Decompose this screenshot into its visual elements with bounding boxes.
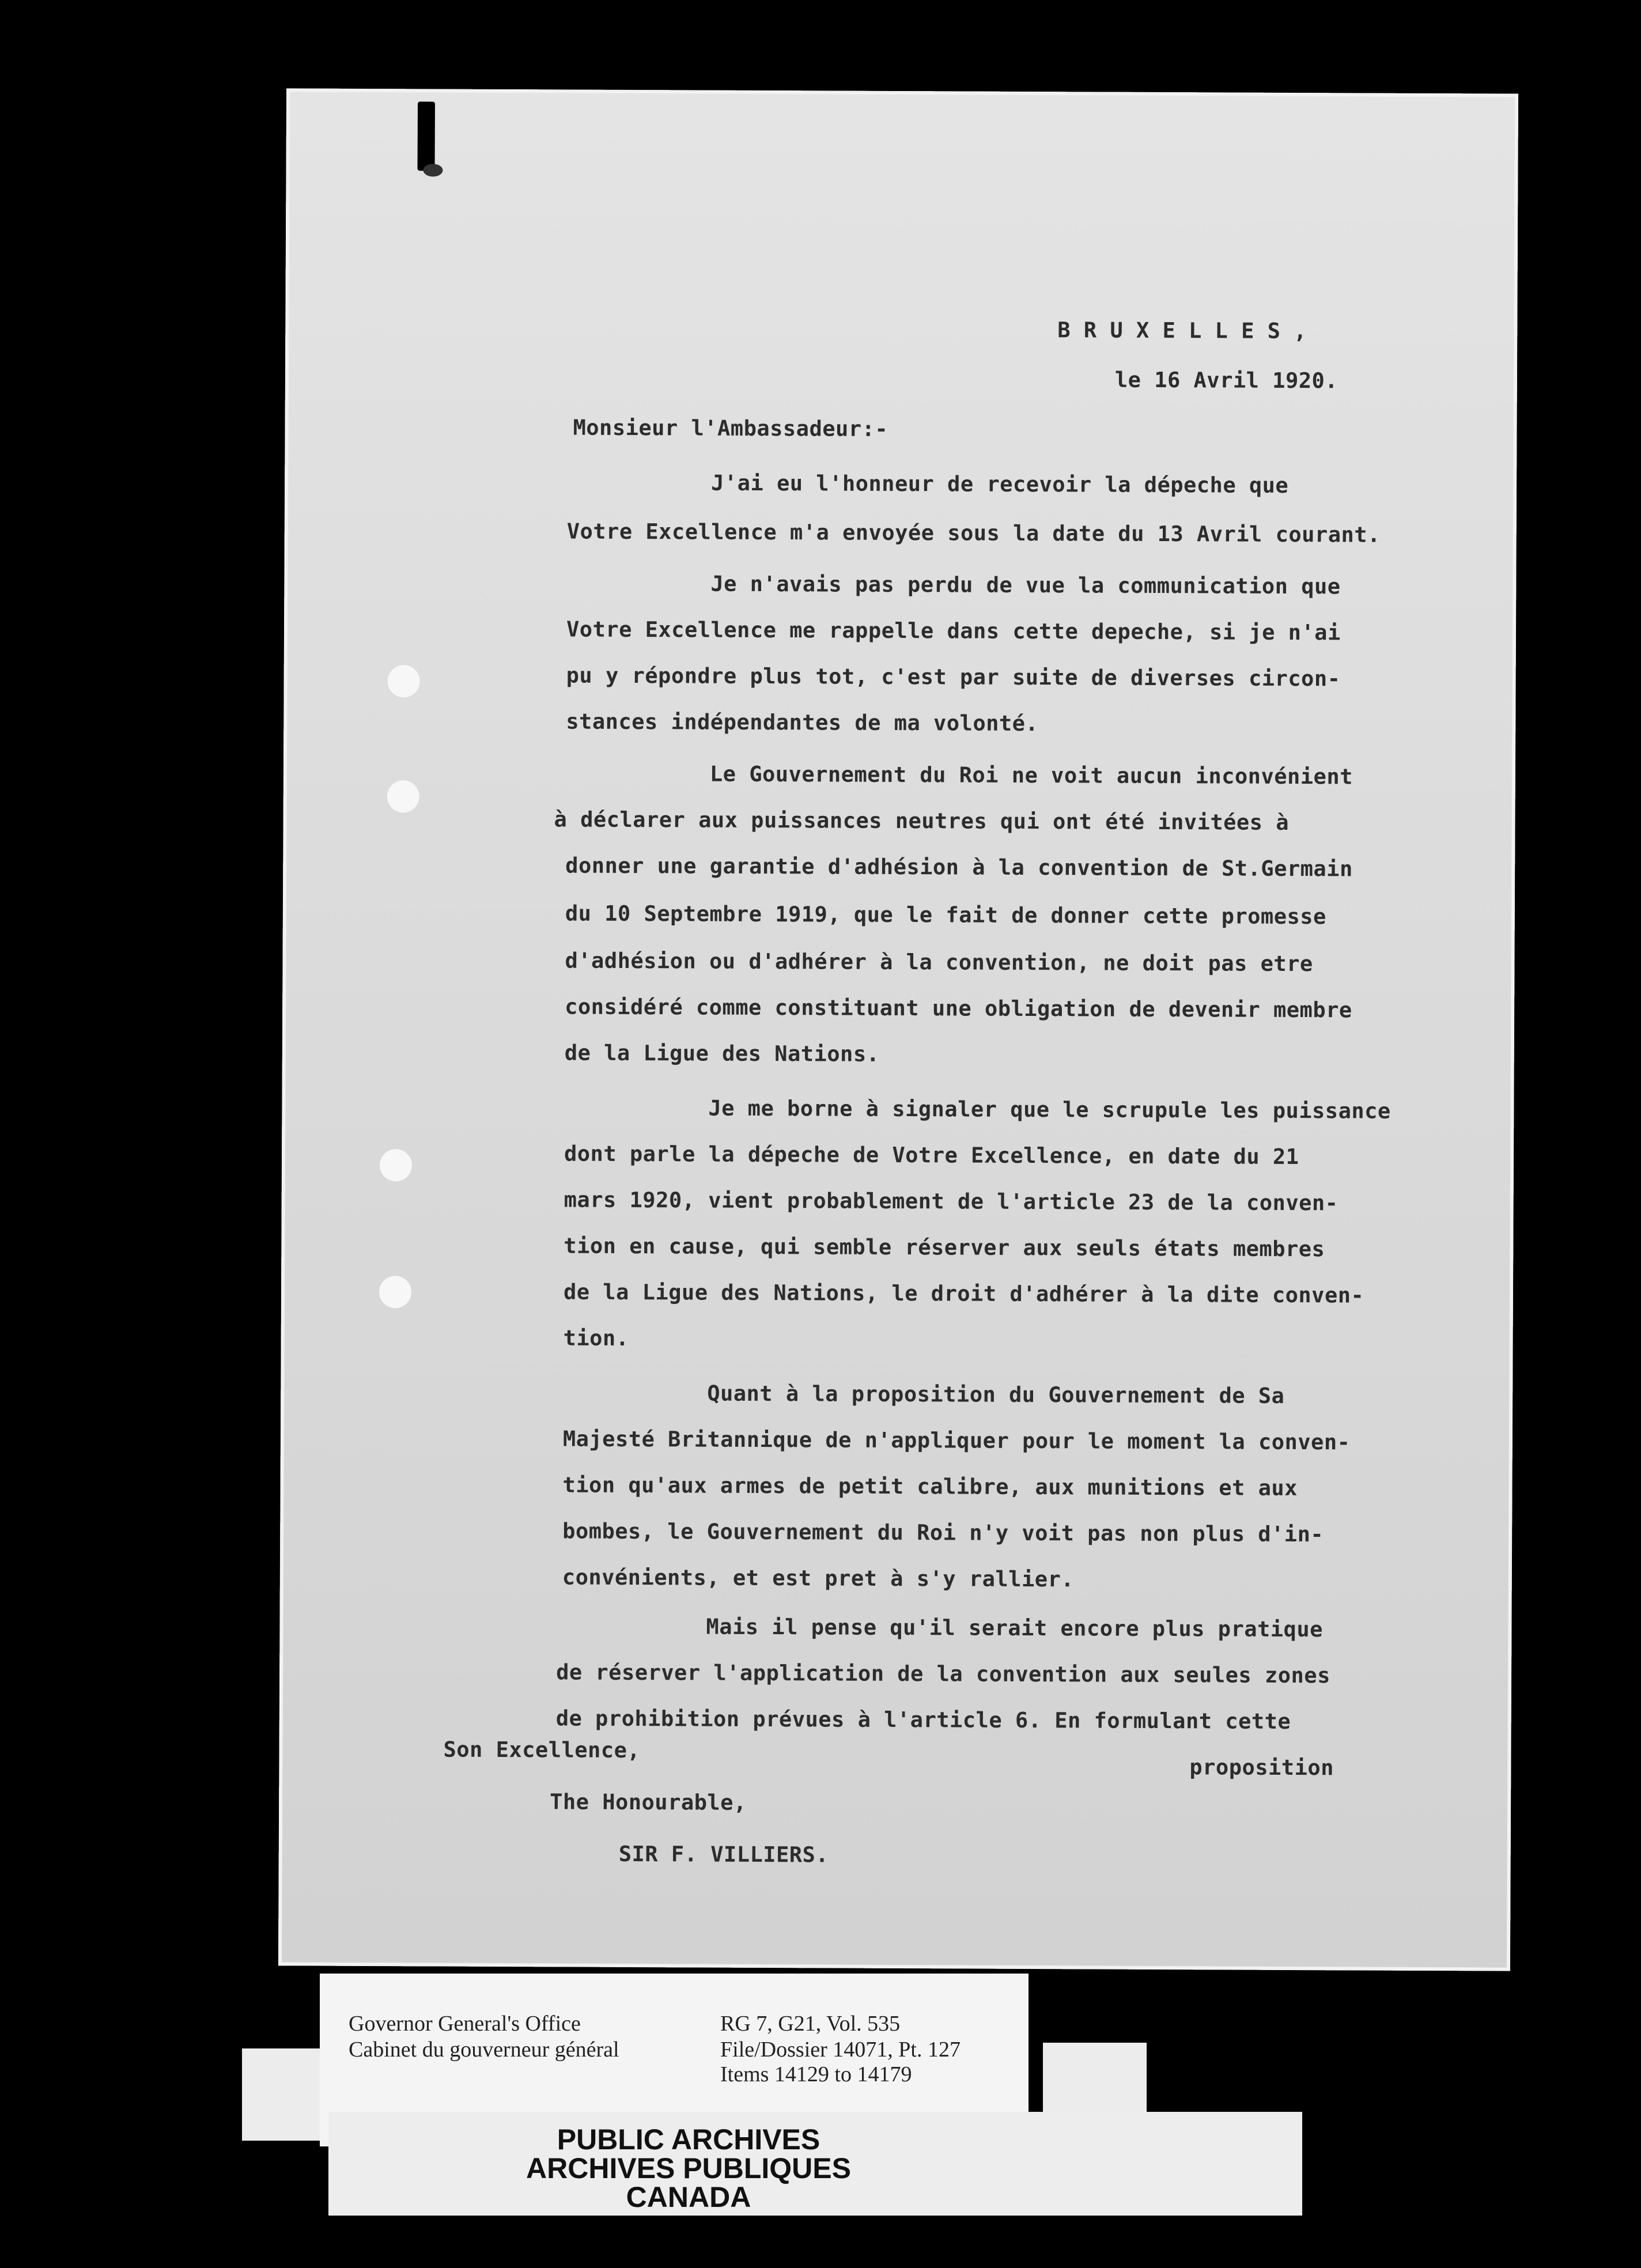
address-line: Son Excellence, <box>443 1737 641 1763</box>
letter-line: tion en cause, qui semble réserver aux seuls états membres <box>564 1233 1325 1262</box>
letter-line: convénients, et est pret à s'y rallier. <box>562 1564 1075 1592</box>
punch-hole <box>379 1276 411 1308</box>
letter-line: Quant à la proposition du Gouvernement de Sa <box>707 1381 1285 1408</box>
letter-place: B R U X E L L E S , <box>1057 317 1307 344</box>
letter-line: Majesté Britannique de n'appliquer pour le moment la conven- <box>562 1426 1351 1455</box>
letter-page <box>278 88 1518 1971</box>
letter-line: à déclarer aux puissances neutres qui ont été invitées à <box>554 807 1290 835</box>
letter-line: tion. <box>563 1325 629 1351</box>
address-line: SIR F. VILLIERS. <box>618 1841 829 1868</box>
letter-line: Votre Excellence m'a envoyée sous la date du 13 Avril courant. <box>566 519 1381 547</box>
letter-line: Je me borne à signaler que le scrupule les puissance <box>708 1095 1391 1124</box>
archive-file: File/Dossier 14071, Pt. 127 <box>720 2038 961 2062</box>
archive-reference: RG 7, G21, Vol. 535 <box>720 2012 901 2036</box>
letter-salutation: Monsieur l'Ambassadeur:- <box>573 415 888 441</box>
letter-line: J'ai eu l'honneur de recevoir la dépeche que <box>711 470 1289 498</box>
letter-line: de prohibition prévues à l'article 6. En formulant cette <box>555 1706 1291 1734</box>
punch-hole <box>388 665 420 697</box>
letter-line: de la Ligue des Nations. <box>564 1040 880 1067</box>
letter-line: donner une garantie d'adhésion à la convention de St.Germain <box>565 853 1353 882</box>
letter-line: Votre Excellence me rappelle dans cette depeche, si je n'ai <box>566 617 1341 645</box>
letter-line: de réserver l'application de la convention aux seules zones <box>556 1660 1330 1688</box>
punch-hole <box>387 780 419 812</box>
stamp-line-public-archives: PUBLIC ARCHIVES <box>557 2123 820 2156</box>
letter-line: pu y répondre plus tot, c'est par suite de diverses circon- <box>566 663 1341 691</box>
letter-line: Le Gouvernement du Roi ne voit aucun inconvénient <box>709 761 1353 789</box>
letter-line: du 10 Septembre 1919, que le fait de donner cette promesse <box>565 901 1326 929</box>
office-french: Cabinet du gouverneur général <box>349 2038 619 2062</box>
letter-line: d'adhésion ou d'adhérer à la convention, ne doit pas etre <box>565 948 1313 977</box>
letter-line: considéré comme constituant une obligation de devenir membre <box>565 994 1352 1023</box>
letter-line: mars 1920, vient probablement de l'article 23 de la conven- <box>564 1187 1338 1216</box>
paper-clip-shadow <box>423 164 443 176</box>
letter-date: le 16 Avril 1920. <box>1114 367 1338 394</box>
letter-line: bombes, le Gouvernement du Roi n'y voit pas non plus d'in- <box>562 1518 1324 1547</box>
letter-line: Mais il pense qu'il serait encore plus pratique <box>706 1614 1324 1642</box>
office-english: Governor General's Office <box>349 2012 581 2036</box>
letter-line: de la Ligue des Nations, le droit d'adhérer à la dite conven- <box>563 1279 1364 1308</box>
letter-line: tion qu'aux armes de petit calibre, aux munitions et aux <box>562 1472 1298 1501</box>
letter-line: Je n'avais pas perdu de vue la communication que <box>710 571 1341 599</box>
address-line: The Honourable, <box>550 1789 747 1815</box>
punch-hole <box>380 1149 412 1181</box>
letter-line: stances indépendantes de ma volonté. <box>566 709 1039 736</box>
letter-line: dont parle la dépeche de Votre Excellence, en date du 21 <box>564 1141 1299 1170</box>
stamp-line-archives-publiques: ARCHIVES PUBLIQUES <box>526 2152 851 2184</box>
letter-continuation: proposition <box>1189 1755 1334 1781</box>
paper-clip-mark <box>417 101 435 171</box>
stamp-line-canada: CANADA <box>626 2181 751 2213</box>
archive-items: Items 14129 to 14179 <box>720 2062 912 2086</box>
